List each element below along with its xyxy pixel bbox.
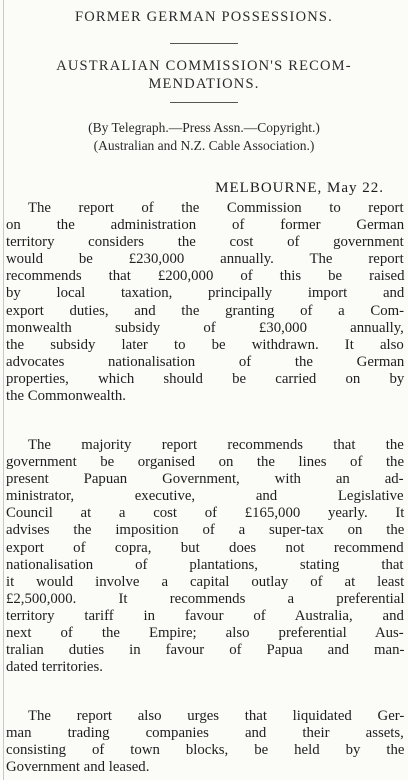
subheadline-divider	[170, 102, 238, 103]
text-line: government be organised on the lines of the	[6, 454, 405, 471]
paragraph-3	[6, 708, 404, 776]
paragraph-1	[6, 200, 404, 405]
text-line: territory tariff in favour of Australia, and	[6, 607, 404, 624]
text-line: by local taxation, principally import and	[6, 285, 405, 302]
text-line: The report of the Commission to report	[28, 200, 404, 216]
text-line: it would involve a capital outlay of at least	[6, 573, 405, 590]
text-line: monwealth subsidy of £30,000 annually,	[6, 319, 404, 336]
text-line: The report also urges that liquidated Ger-	[28, 708, 405, 724]
text-line: would be £230,000 annually. The report	[6, 251, 404, 268]
text-line: advises the imposition of a super-tax on the	[6, 522, 405, 539]
text-line: territory considers the cost of government	[6, 234, 404, 251]
text-line: man trading companies and their assets,	[6, 725, 404, 742]
text-line: on the administration of former German	[6, 217, 405, 234]
text-line: Government and leased.	[6, 759, 150, 776]
column-rule	[3, 0, 4, 780]
text-line: ministrator, executive, and Legislative	[6, 488, 404, 505]
text-line: properties, which should be carried on by	[6, 370, 405, 387]
text-line: dated territories.	[6, 659, 103, 676]
dateline: MELBOURNE, May 22.	[215, 180, 384, 196]
headline: FORMER GERMAN POSSESSIONS.	[74, 9, 334, 25]
text-line: the Commonwealth.	[6, 388, 127, 405]
text-line: advocates nationalisation of the German	[6, 353, 405, 370]
text-line: present Papuan Government, with an ad-	[6, 471, 404, 488]
credit-line-1: (By Telegraph.—Press Assn.—Copyright.)	[88, 120, 320, 135]
text-line: next of the Empire; also preferential Aus-	[6, 625, 404, 642]
text-line: Council at a cost of £165,000 yearly. It	[6, 505, 405, 522]
text-line: tralian duties in favour of Papua and man-	[6, 642, 405, 659]
subheadline-line-2: MENDATIONS.	[148, 76, 260, 92]
paragraph-2	[6, 437, 404, 676]
text-line: The majority report recommends that the	[28, 437, 404, 453]
subheadline-line-1: AUSTRALIAN COMMISSION'S RECOM-	[56, 58, 352, 74]
text-line: £2,500,000. It recommends a preferential	[6, 590, 405, 607]
text-line: nationalisation of plantations, stating that	[6, 556, 404, 573]
text-line: consisting of town blocks, be held by the	[6, 742, 405, 759]
text-line: export of copra, but does not recommend	[6, 539, 404, 556]
text-line: the subsidy later to be withdrawn. It also	[6, 336, 404, 353]
text-line: export duties, and the granting of a Com-	[6, 302, 405, 319]
text-line: recommends that £200,000 of this be raised	[6, 268, 405, 285]
headline-divider	[170, 43, 238, 44]
credit-line-2: (Australian and N.Z. Cable Association.)	[93, 138, 315, 153]
